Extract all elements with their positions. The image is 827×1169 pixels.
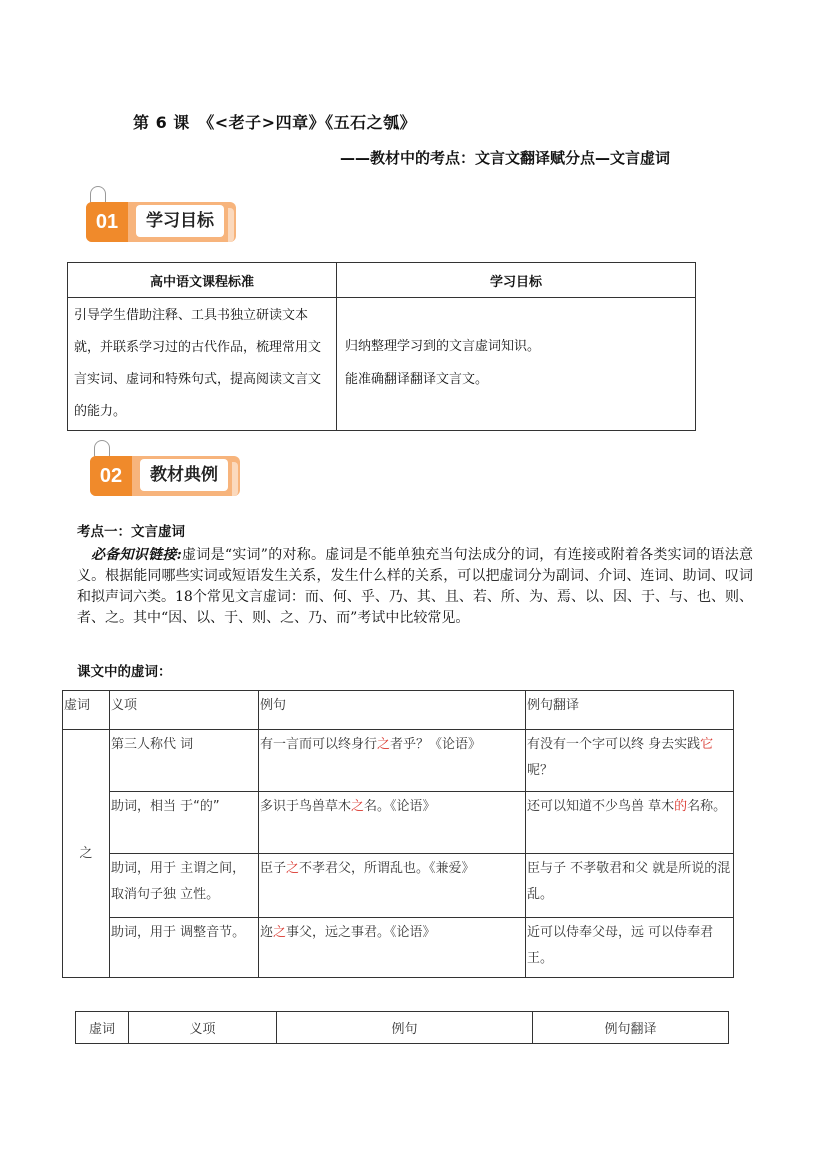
meaning-cell: 第三人称代 词 [110, 730, 259, 792]
knowledge-text: 虚词是“实词”的对称。虚词是不能单独充当句法成分的词，有连接或附着各类实词的语法意义。根据能同哪些实词或短语发生关系，发生什么样的关系，可以把虚词分为副词、介词、连词、助词、叹词和拟声词六类。18个常见文言虚词：而、何、乎、乃、其、且、若、所、为、焉、以、因、于、与、也、则、者、之。其中“因、以、于、则、之、乃、而”考试中比较常见。 [77, 547, 753, 626]
translation-cell: 有没有一个字可以终 身去实践它呢？ [526, 730, 734, 792]
section-number: 01 [86, 202, 128, 242]
translation-cell: 还可以知道不少鸟兽 草木的名称。 [526, 792, 734, 854]
table-header: 虚词 [63, 691, 110, 730]
table-row [63, 730, 734, 792]
kaodian-heading: 考点一：文言虚词 [77, 524, 185, 540]
curriculum-standard: 引导学生借助注释、工具书独立研读文本就，并联系学习过的古代作品，梳理常用文言实词、虚词和特殊句式，提高阅读文言文的能力。 [68, 298, 337, 431]
table-header: 虚词 [76, 1012, 129, 1044]
learning-goals [337, 298, 696, 431]
meaning-cell: 助词，相当 于“的” [110, 792, 259, 854]
table-row [63, 854, 734, 918]
table-header: 例句翻译 [526, 691, 734, 730]
knowledge-paragraph [77, 545, 753, 629]
lesson-title: 第 6 课 《<老子>四章》《五石之瓠》 [133, 113, 417, 132]
translation-cell: 臣与子 不孝敬君和父 就是所说的混乱。 [526, 854, 734, 918]
table-header: 例句 [259, 691, 526, 730]
example-cell: 臣子之不孝君父，所谓乱也。《兼爱》 [259, 854, 526, 918]
section-label: 教材典例 [140, 459, 228, 491]
table-header: 义项 [129, 1012, 277, 1044]
example-cell: 多识于鸟兽草木之名。《论语》 [259, 792, 526, 854]
meaning-cell: 助词，用于 调整音节。 [110, 918, 259, 978]
example-cell: 有一言而可以终身行之者乎？《论语》 [259, 730, 526, 792]
xuci-table [62, 690, 734, 978]
meaning-cell: 助词，用于 主谓之间，取消句子独 立性。 [110, 854, 259, 918]
table-row [63, 918, 734, 978]
example-cell: 迩之事父，远之事君。《论语》 [259, 918, 526, 978]
lesson-subtitle: ——教材中的考点：文言文翻译赋分点—文言虚词 [340, 149, 671, 167]
goal-item: 归纳整理学习到的文言虚词知识。 [345, 339, 541, 354]
section-number: 02 [90, 456, 132, 496]
xuci-word: 之 [63, 730, 110, 978]
goal-item: 能准确翻译翻译文言文。 [345, 372, 489, 387]
table-header: 高中语文课程标准 [68, 263, 337, 298]
knowledge-lead: 必备知识链接: [91, 547, 182, 563]
table-header: 例句 [277, 1012, 533, 1044]
goals-table [67, 262, 696, 431]
kewen-label: 课文中的虚词： [77, 664, 172, 680]
section-badge-goals [86, 186, 246, 248]
table-row [63, 792, 734, 854]
table-header: 例句翻译 [533, 1012, 729, 1044]
section-label: 学习目标 [136, 205, 224, 237]
table-header: 学习目标 [337, 263, 696, 298]
table-header: 义项 [110, 691, 259, 730]
translation-cell: 近可以侍奉父母，远 可以侍奉君王。 [526, 918, 734, 978]
section-badge-examples [90, 440, 250, 502]
xuci-table-2 [75, 1011, 729, 1044]
